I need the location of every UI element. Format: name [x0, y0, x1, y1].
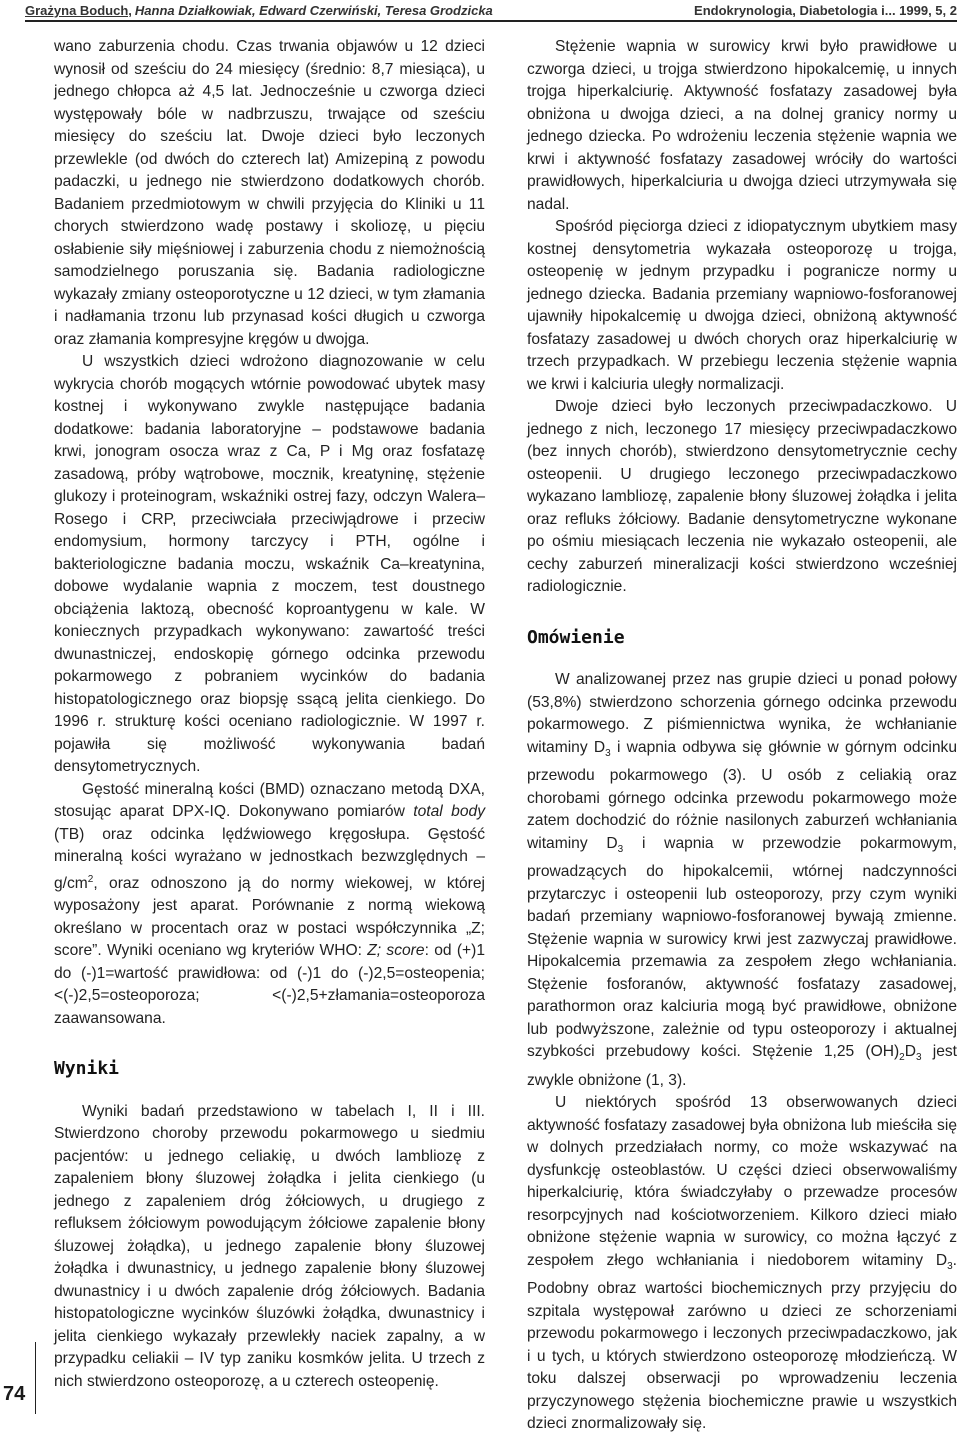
left-paragraph-3: [54, 779, 485, 1031]
bmd-text-a: Gęstość mineralną kości (BMD) oznaczano metodą DXA, stosując aparat DPX-IQ. Dokonywano pomiarów: [54, 780, 485, 820]
header-first-author: Grażyna Boduch,: [25, 3, 132, 18]
oh2-sub: 2: [899, 1052, 905, 1064]
right-column: [527, 36, 957, 1436]
header-authors: [25, 3, 493, 18]
header-journal: Endokrynologia, Diabetologia i... 1999, 5, 2: [694, 3, 957, 18]
discussion-text-a: W analizowanej przez nas grupie dzieci u ponad połowy (53,8%) stwierdzono schorzenia górnego odcinka przewodu pokarmowego. Z piśmiennictwa wynika, że wchłanianie witaminy D: [527, 671, 957, 756]
right-paragraph-2: Spośród pięciorga dzieci z idiopatycznym ubytkiem masy kostnej densytometria wykazała osteoporozę u trojga, osteopenię w jednym przypadku i pogranicze normy u jednego dziecka. Badania przemiany wapniowo-fosforanowej ujawniły hipokalcemię u dwojga dzieci, obniżoną aktywność fosfatazy zasadowej u dwóch chorych oraz hiperkalciurię w trzech przypadkach. W przebiegu leczenia stężenie wapnia we krwi i kalciuria uległy normalizacji.: [527, 218, 957, 393]
discussion-text-b: i wapnia odbywa się głównie w górnym odcinku przewodu pokarmowego (3). U osób z celiakią oraz chorobami górnego odcinka przewodu pokarmowego może zatem dochodzić do różnie nasilonych zaburzeń wchłaniania witaminy D: [527, 738, 958, 852]
d3-sub-3: 3: [916, 1052, 922, 1064]
left-column: [54, 36, 485, 1393]
left-paragraph-4: Wyniki badań przedstawiono w tabelach I, II i III. Stwierdzono choroby przewodu pokarmowego u siedmiu pacjentów: u jednego celiakię, u dwóch lambliozę z zapaleniem błony śluzowej żołądka i jelita cienkiego (u jednego z zapaleniem dróg żółciowych, u drugiego z refluksem żółciowym powodującym żółciowe zapalenie błony śluzowej żołądka), u jednego zapalenie błony śluzowej żołądka i dwunastnicy, u jednego zapalenie błony śluzowej dwunastnicy i u dwóch zapalenie dróg żółciowych. Badania histopatologiczne wycinków śluzówki żołądka, dwunastnicy i jelita cienkiego wykazały przewlekły naciek zapalny, a w przypadku celiakii – IV typ zaniku kosmków jelita. U trzech z nich stwierdzono osteoporozę, a u czterech osteopenię.: [54, 1102, 485, 1390]
right-paragraph-5: [527, 1092, 957, 1436]
discussion2-text-b: . Podobny obraz wartości biochemicznych przy przyjęciu do szpitala występował zarówno u dzieci ze schorzeniami przewodu pokarmowego i leczonych przeciwpadaczkowo, jak i u tych, u których stwierdzono osteoporozę młodzieńczą. W toku dalszej obserwacji po wprowadzeniu leczenia przyczynowego stężenia biochemiczne prawie u wszystkich dzieci znormalizowały się.: [527, 1251, 957, 1433]
right-paragraph-1: Stężenie wapnia w surowicy krwi było prawidłowe u czworga dzieci, u trojga stwierdzono hipokalcemię, u innych trojga hiperkalciurię. Aktywność fosfatazy zasadowej była obniżona u dwojga dzieci, a na dolnej granicy normy u jednego dziecka. Po wdrożeniu leczenia stężenie wapnia we krwi i aktywność fosfatazy zasadowej wróciły do wartości prawidłowych, hiperkalciuria u dwojga dzieci utrzymywała się nadal.: [527, 38, 957, 213]
right-paragraph-3: Dwoje dzieci było leczonych przeciwpadaczkowo. U jednego z nich, leczonego 17 miesięcy przeciwpadaczkowo (bez innych chorób), stwierdzono densytometrycznie cechy osteopenii. U drugiego leczonego przeciwpadaczkowo wykazano lambliozę, zapalenie błony śluzowej żołądka i jelita oraz refluks żółciowy. Badanie densytometryczne wykonane po ośmiu miesiącach leczenia nie wykazało osteopenii, ale cechy zaburzeń mineralizacji kości stwierdzono wcześniej radiologicznie.: [527, 398, 957, 595]
discussion-text-d: D: [904, 1043, 916, 1061]
d3-sub-1: 3: [605, 747, 611, 759]
left-paragraph-2: U wszystkich dzieci wdrożono diagnozowanie w celu wykrycia chorób mogących wtórnie powodować ubytek masy kostnej i wykonywano zwykle następujące badania dodatkowe: badania laboratoryjne – podstawowe badania krwi, jonogram osocza wraz z Ca, P i Mg oraz fosfatazę zasadową, próby wątrobowe, mocznik, kreatyninę, stężenie glukozy i proteinogram, wskaźniki ostrej fazy, odczyn Walera–Rosego i CRP, przeciwciała przeciwjądrowe i przeciw endomysium, hormony tarczycy i PTH, ogólne i bakteriologiczne badania moczu, wskaźnik Ca–kreatynina, dobowe wydalanie wapnia z moczem, test doustnego obciążenia laktozą, obecność koproantygenu w kale. W koniecznych przypadkach wykonywano: zawartość treści dwunastniczej, endoskopię górnego odcinka przewodu pokarmowego z pobraniem wycinków do badania histopatologicznego oraz biopsję ssącą jelita cienkiego. Do 1996 r. strukturę kości oceniano radiologicznie. W 1997 r. pojawiła się możliwość wykonywania badań densytometrycznych.: [54, 353, 485, 775]
page-number-rule: [35, 1342, 36, 1414]
bmd-text-c: , oraz odnoszono ją do normy wiekowej, w której wyposażony jest aparat. Porównanie z normą wiekową określano w procentach oraz w postaci współczynnika „Z; score”. Wyniki oceniano wg kryteriów WHO:: [54, 874, 485, 960]
discussion2-text-a: U niektórych spośród 13 obserwowanych dzieci aktywność fosfatazy zasadowej była obniżona lub mieściła się w dolnych przedziałach normy, co może wskazywać na dysfunkcję osteoblastów. U części dzieci obserwowaliśmy hiperkalciurię, która świadczyłaby o przewadze procesów resorpcyjnych nad kościotworzeniem. Kilkoro dzieci miało obniżone stężenie wapnia w surowicy, co można łączyć z zespołem złego wchłaniania i niedoborem witaminy D: [527, 1094, 957, 1269]
right-paragraph-4: [527, 669, 957, 1092]
header-other-authors: Hanna Działkowiak, Edward Czerwiński, Teresa Grodzicka: [134, 3, 493, 18]
section-heading-discussion: Omówienie: [527, 626, 625, 648]
bmd-text-b: (TB) oraz odcinka lędźwiowego kręgosłupa. Gęstość mineralną kości wyrażano w jednostkach bezwzględnych – g/cm: [54, 825, 485, 892]
z-score-italic: Z; score: [367, 942, 425, 960]
d3-sub-2: 3: [617, 843, 624, 855]
page-number: 74: [3, 1383, 26, 1405]
bmd-text-d: : od (+)1 do (-)1=wartość prawidłowa: od (-)1 do (-)2,5=osteopenia; <(-)2,5=osteoporoza; <(-)2,5+złamania=osteoporoza zaawansowana.: [54, 942, 485, 1027]
running-header: [25, 0, 957, 22]
discussion-text-e: jest zwykle obniżone (1, 3).: [527, 1043, 957, 1089]
cm-squared-sup: 2: [87, 873, 94, 885]
total-body-italic: total body: [413, 803, 485, 820]
discussion-text-c: i wapnia w przewodzie pokarmowym, prowadzących do hipokalcemii, wtórnej nadczynności przytarczyc i osteopenii lub osteoporozy, przy czym wyniki badań przemiany wapniowo-fosforanowej bywają zmienne. Stężenie wapnia w surowicy krwi jest zazwyczaj prawidłowe. Hipokalcemia przemawia za zespołem złego wchłaniania. Stężenie fosforanów, aktywność fosfatazy zasadowej, parathormon oraz kalciuria mogą być prawidłowe, obniżone lub podwyższone, zależnie od typu osteoporozy i aktualnej szybkości przebudowy kości. Stężenie 1,25 (OH): [527, 834, 958, 1061]
left-paragraph-1: wano zaburzenia chodu. Czas trwania objawów u 12 dzieci wynosił od sześciu do 24 miesięcy (średnio: 8,7 miesiąca), u jednego chłopca aż 4,5 lat. Jednocześnie u czworga dzieci występowały bóle w nadbrzuszu, trwające od sześciu miesięcy do sześciu lat. Dwoje dzieci było leczonych przewlekle (od dwóch do czterech lat) Amizepiną z powodu padaczki, u jednego nie stwierdzono dodatkowych chorób. Badaniem przedmiotowym w chwili przyjęcia do Kliniki u 11 chorych stwierdzono wadę postawy i skoliozę, u pięciu osłabienie siły mięśniowej i zaburzenia chodu z niemożnością samodzielnego poruszania się. Badania radiologiczne wykazały zmiany osteoporotyczne u 12 dzieci, w tym złamania i nadłamania trzonu lub przynasad kości długich u czworga oraz złamania kompresyjne kręgów u dwojga.: [54, 38, 485, 348]
d3-sub-4: 3: [947, 1260, 953, 1272]
section-heading-results: Wyniki: [54, 1058, 120, 1080]
